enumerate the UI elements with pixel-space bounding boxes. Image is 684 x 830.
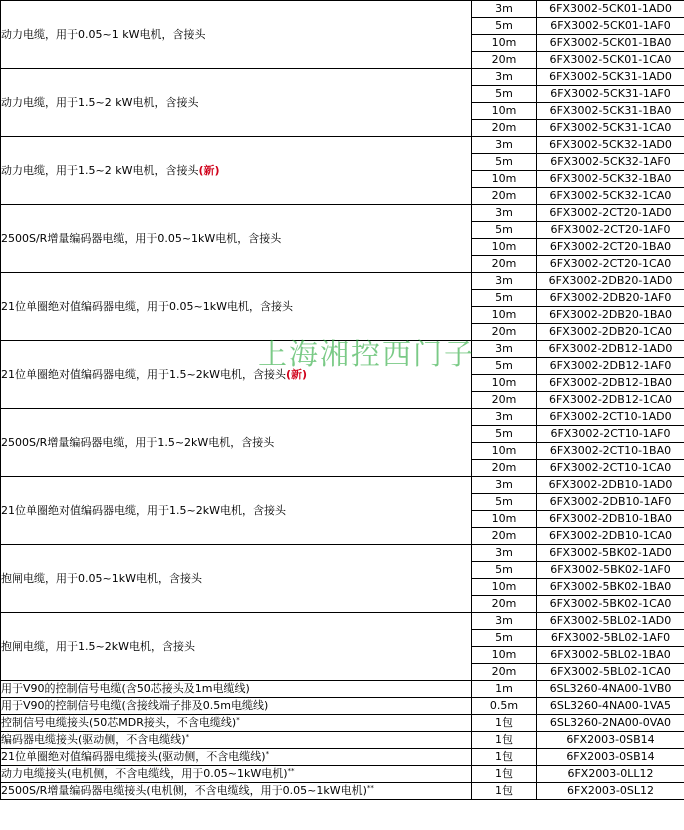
table-row xyxy=(1,1,684,18)
cable-length: 10m xyxy=(472,35,537,52)
cable-length: 10m xyxy=(472,579,537,596)
order-number: 6FX3002-5BL02-1AD0 xyxy=(537,613,684,630)
table-row xyxy=(1,749,684,766)
footnote-marker: * xyxy=(265,750,270,758)
cable-length: 5m xyxy=(472,358,537,375)
order-number: 6FX2003-0SL12 xyxy=(537,783,684,800)
cable-description xyxy=(1,205,472,273)
cable-length: 20m xyxy=(472,460,537,477)
cable-description-text: 动力电缆，用于1.5~2 kW电机，含接头 xyxy=(1,163,199,177)
cable-length: 10m xyxy=(472,103,537,120)
footnote-marker: ** xyxy=(366,784,374,792)
order-number: 6FX3002-2DB10-1BA0 xyxy=(537,511,684,528)
cable-description xyxy=(1,273,472,341)
accessory-description-text: 21位单圈绝对值编码器电缆接头(驱动侧，不含电缆线) xyxy=(1,750,266,763)
table-row xyxy=(1,783,684,800)
table-row xyxy=(1,732,684,749)
cable-description-text: 动力电缆，用于0.05~1 kW电机，含接头 xyxy=(1,27,206,41)
cable-length: 3m xyxy=(472,409,537,426)
order-number: 6FX3002-2DB20-1CA0 xyxy=(537,324,684,341)
cable-spec-body xyxy=(1,1,684,800)
accessory-description-text: 控制信号电缆接头(50芯MDR接头，不含电缆线) xyxy=(1,716,237,729)
accessory-description-text: 编码器电缆接头(驱动侧，不含电缆线) xyxy=(1,733,186,746)
cable-description xyxy=(1,69,472,137)
cable-length: 5m xyxy=(472,494,537,511)
footnote-marker: ** xyxy=(287,767,295,775)
cable-description-text: 抱闸电缆，用于0.05~1kW电机，含接头 xyxy=(1,571,202,585)
order-number: 6FX3002-5CK32-1BA0 xyxy=(537,171,684,188)
table-row xyxy=(1,477,684,494)
accessory-quantity: 1包 xyxy=(472,749,537,766)
cable-length: 10m xyxy=(472,647,537,664)
accessory-quantity: 0.5m xyxy=(472,698,537,715)
order-number: 6FX3002-5CK01-1AD0 xyxy=(537,1,684,18)
order-number: 6FX3002-2CT10-1BA0 xyxy=(537,443,684,460)
cable-length: 10m xyxy=(472,239,537,256)
cable-length: 3m xyxy=(472,1,537,18)
cable-length: 5m xyxy=(472,630,537,647)
table-row xyxy=(1,545,684,562)
cable-description-text: 2500S/R增量编码器电缆，用于0.05~1kW电机，含接头 xyxy=(1,231,282,245)
cable-length: 3m xyxy=(472,205,537,222)
order-number: 6FX3002-5BL02-1AF0 xyxy=(537,630,684,647)
accessory-quantity: 1包 xyxy=(472,783,537,800)
cable-description xyxy=(1,137,472,205)
accessory-quantity: 1m xyxy=(472,681,537,698)
order-number: 6FX3002-5CK01-1CA0 xyxy=(537,52,684,69)
order-number: 6FX3002-2CT10-1AF0 xyxy=(537,426,684,443)
cable-length: 10m xyxy=(472,375,537,392)
order-number: 6FX2003-0SB14 xyxy=(537,732,684,749)
cable-description xyxy=(1,341,472,409)
cable-length: 10m xyxy=(472,307,537,324)
cable-description-text: 抱闸电缆，用于1.5~2kW电机，含接头 xyxy=(1,639,195,653)
table-row xyxy=(1,69,684,86)
cable-description xyxy=(1,1,472,69)
cable-length: 20m xyxy=(472,188,537,205)
cable-description-text: 21位单圈绝对值编码器电缆，用于0.05~1kW电机，含接头 xyxy=(1,299,293,313)
cable-length: 20m xyxy=(472,596,537,613)
cable-length: 3m xyxy=(472,613,537,630)
table-row xyxy=(1,698,684,715)
cable-length: 10m xyxy=(472,511,537,528)
cable-description-text: 2500S/R增量编码器电缆，用于1.5~2kW电机，含接头 xyxy=(1,435,275,449)
order-number: 6FX2003-0SB14 xyxy=(537,749,684,766)
cable-length: 5m xyxy=(472,86,537,103)
cable-length: 10m xyxy=(472,443,537,460)
cable-length: 5m xyxy=(472,18,537,35)
accessory-description-text: 动力电缆接头(电机侧，不含电缆线，用于0.05~1kW电机) xyxy=(1,767,288,780)
accessory-quantity: 1包 xyxy=(472,732,537,749)
order-number: 6FX3002-5BK02-1BA0 xyxy=(537,579,684,596)
cable-length: 20m xyxy=(472,120,537,137)
table-row xyxy=(1,409,684,426)
order-number: 6FX3002-2DB12-1CA0 xyxy=(537,392,684,409)
order-number: 6FX3002-5CK32-1CA0 xyxy=(537,188,684,205)
accessory-quantity: 1包 xyxy=(472,715,537,732)
accessory-description xyxy=(1,749,472,766)
cable-length: 5m xyxy=(472,154,537,171)
table-row xyxy=(1,273,684,290)
order-number: 6FX3002-2CT20-1CA0 xyxy=(537,256,684,273)
order-number: 6FX2003-0LL12 xyxy=(537,766,684,783)
order-number: 6FX3002-5CK32-1AF0 xyxy=(537,154,684,171)
cable-description xyxy=(1,545,472,613)
order-number: 6FX3002-5CK01-1BA0 xyxy=(537,35,684,52)
order-number: 6FX3002-5BL02-1BA0 xyxy=(537,647,684,664)
order-number: 6FX3002-5CK01-1AF0 xyxy=(537,18,684,35)
new-badge: (新) xyxy=(285,367,308,381)
cable-description xyxy=(1,477,472,545)
cable-length: 5m xyxy=(472,290,537,307)
order-number: 6FX3002-5BK02-1AD0 xyxy=(537,545,684,562)
table-row xyxy=(1,137,684,154)
order-number: 6FX3002-5CK31-1AF0 xyxy=(537,86,684,103)
cable-length: 3m xyxy=(472,341,537,358)
order-number: 6FX3002-5CK31-1BA0 xyxy=(537,103,684,120)
cable-description xyxy=(1,409,472,477)
order-number: 6FX3002-2CT20-1AD0 xyxy=(537,205,684,222)
order-number: 6SL3260-2NA00-0VA0 xyxy=(537,715,684,732)
cable-length: 20m xyxy=(472,256,537,273)
order-number: 6FX3002-2CT10-1CA0 xyxy=(537,460,684,477)
order-number: 6FX3002-5CK32-1AD0 xyxy=(537,137,684,154)
cable-length: 5m xyxy=(472,562,537,579)
cable-length: 3m xyxy=(472,477,537,494)
order-number: 6FX3002-2CT20-1AF0 xyxy=(537,222,684,239)
accessory-description-text: 用于V90的控制信号电缆(含50芯接头及1m电缆线) xyxy=(1,682,250,695)
footnote-marker: * xyxy=(236,716,240,724)
cable-length: 20m xyxy=(472,528,537,545)
order-number: 6FX3002-2CT20-1BA0 xyxy=(537,239,684,256)
footnote-marker: * xyxy=(185,733,190,741)
order-number: 6FX3002-2DB10-1CA0 xyxy=(537,528,684,545)
order-number: 6FX3002-5BK02-1AF0 xyxy=(537,562,684,579)
accessory-description xyxy=(1,681,472,698)
cable-length: 20m xyxy=(472,392,537,409)
cable-description-text: 21位单圈绝对值编码器电缆，用于1.5~2kW电机，含接头 xyxy=(1,367,286,381)
accessory-description xyxy=(1,766,472,783)
accessory-description-text: 用于V90的控制信号电缆(含接线端子排及0.5m电缆线) xyxy=(1,699,269,712)
new-badge: (新) xyxy=(198,163,220,177)
order-number: 6FX3002-2DB20-1AF0 xyxy=(537,290,684,307)
cable-description xyxy=(1,613,472,681)
cable-length: 3m xyxy=(472,69,537,86)
watermark-text: 上海湘控西门子 xyxy=(258,337,476,371)
accessory-description-text: 2500S/R增量编码器电缆接头(电机侧，不含电缆线，用于0.05~1kW电机) xyxy=(1,784,367,797)
order-number: 6SL3260-4NA00-1VB0 xyxy=(537,681,684,698)
order-number: 6FX3002-5BK02-1CA0 xyxy=(537,596,684,613)
order-number: 6FX3002-2DB12-1BA0 xyxy=(537,375,684,392)
table-row xyxy=(1,341,684,358)
accessory-quantity: 1包 xyxy=(472,766,537,783)
cable-length: 3m xyxy=(472,137,537,154)
cable-description-text: 动力电缆，用于1.5~2 kW电机，含接头 xyxy=(1,95,199,109)
cable-description-text: 21位单圈绝对值编码器电缆，用于1.5~2kW电机，含接头 xyxy=(1,503,286,517)
cable-length: 20m xyxy=(472,324,537,341)
order-number: 6FX3002-2DB10-1AF0 xyxy=(537,494,684,511)
cable-length: 3m xyxy=(472,545,537,562)
table-row xyxy=(1,681,684,698)
cable-length: 20m xyxy=(472,664,537,681)
order-number: 6FX3002-5BL02-1CA0 xyxy=(537,664,684,681)
order-number: 6FX3002-2CT10-1AD0 xyxy=(537,409,684,426)
cable-length: 5m xyxy=(472,222,537,239)
accessory-description xyxy=(1,698,472,715)
accessory-description xyxy=(1,783,472,800)
order-number: 6FX3002-5CK31-1AD0 xyxy=(537,69,684,86)
order-number: 6FX3002-5CK31-1CA0 xyxy=(537,120,684,137)
order-number: 6FX3002-2DB20-1AD0 xyxy=(537,273,684,290)
order-number: 6SL3260-4NA00-1VA5 xyxy=(537,698,684,715)
order-number: 6FX3002-2DB20-1BA0 xyxy=(537,307,684,324)
cable-length: 3m xyxy=(472,273,537,290)
cable-length: 10m xyxy=(472,171,537,188)
order-number: 6FX3002-2DB12-1AD0 xyxy=(537,341,684,358)
order-number: 6FX3002-2DB10-1AD0 xyxy=(537,477,684,494)
cable-length: 20m xyxy=(472,52,537,69)
order-number: 6FX3002-2DB12-1AF0 xyxy=(537,358,684,375)
table-row xyxy=(1,766,684,783)
table-row xyxy=(1,205,684,222)
accessory-description xyxy=(1,732,472,749)
table-row xyxy=(1,715,684,732)
accessory-description xyxy=(1,715,472,732)
cable-length: 5m xyxy=(472,426,537,443)
table-row xyxy=(1,613,684,630)
